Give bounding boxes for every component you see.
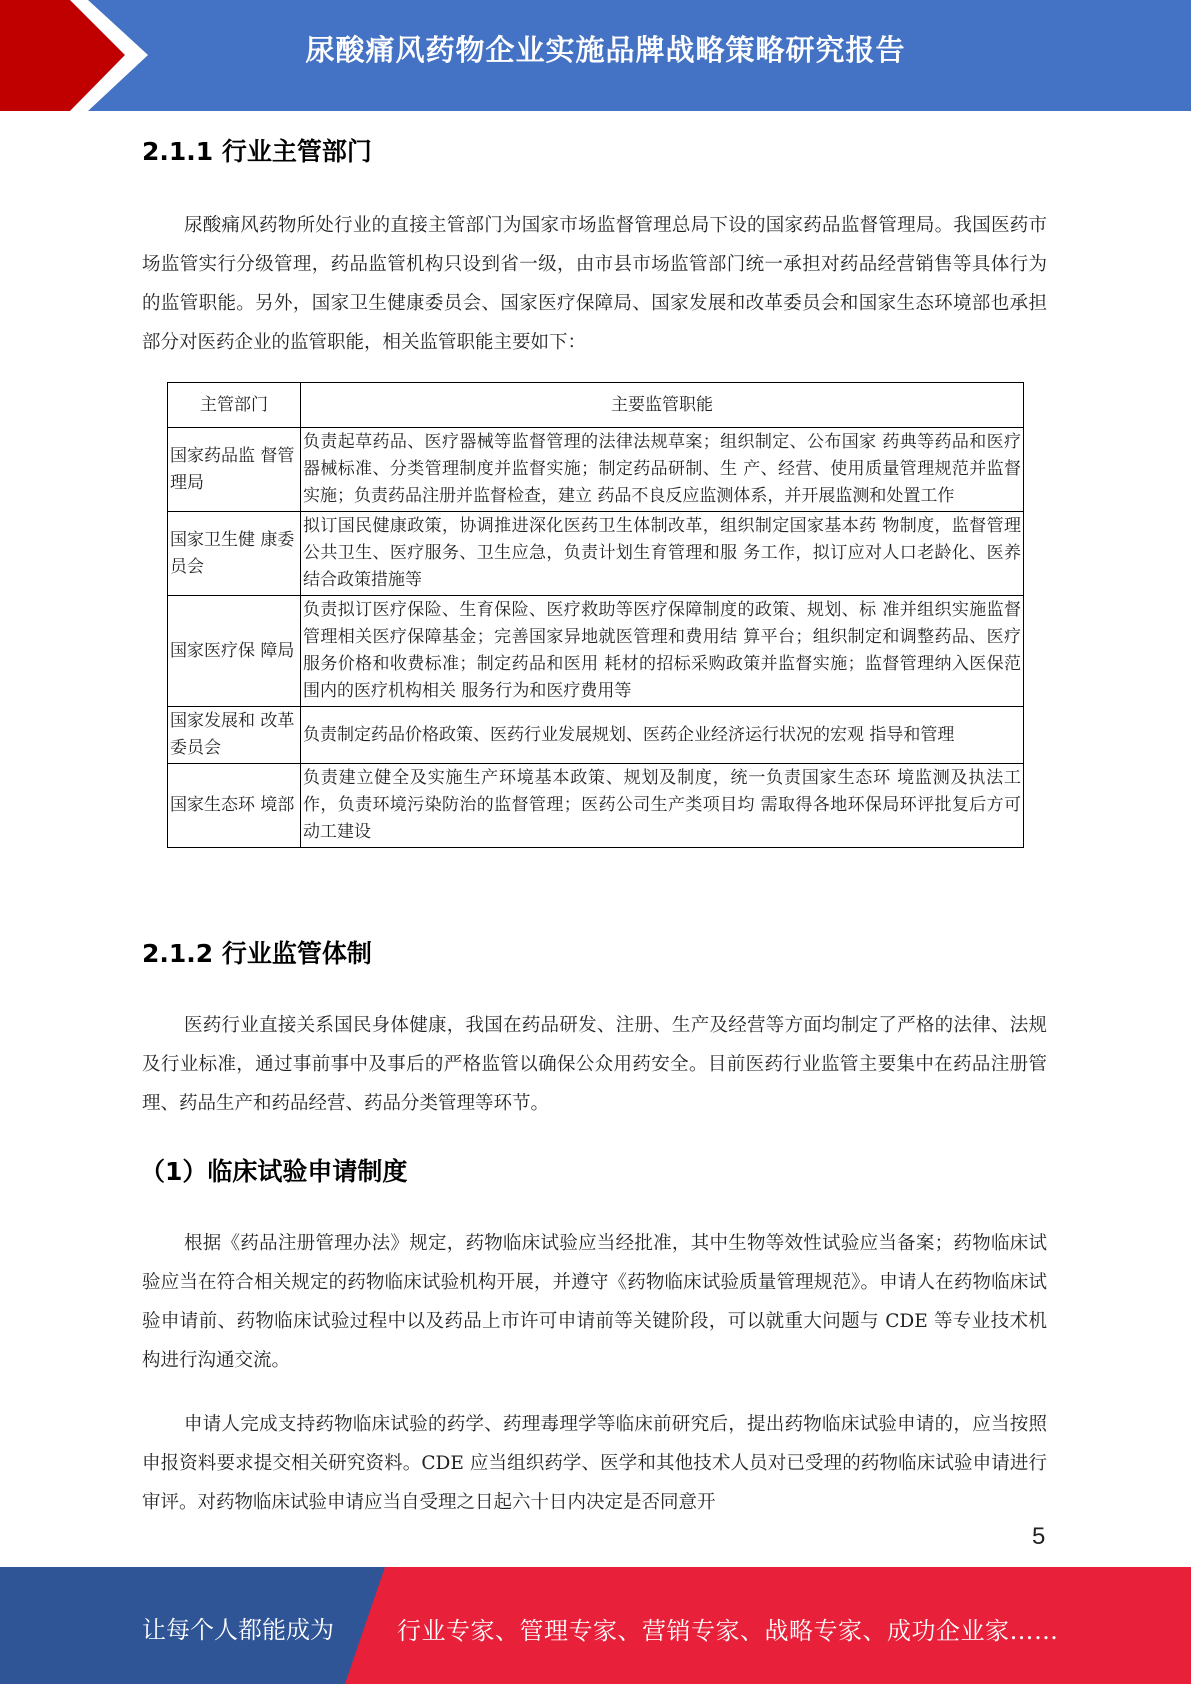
page-footer bbox=[0, 1567, 1191, 1684]
regulator-table bbox=[167, 382, 1024, 848]
table-cell-dept: 国家卫生健 康委员会 bbox=[168, 512, 301, 596]
table-cell-dept: 国家发展和 改革委员会 bbox=[168, 707, 301, 764]
paragraph-supervision-system: 医药行业直接关系国民身体健康，我国在药品研发、注册、生产及经营等方面均制定了严格的法律、法规及行业标准，通过事前事中及事后的严格监管以确保公众用药安全。目前医药行业监管主要集中在药品注册管理、药品生产和药品经营、药品分类管理等环节。 bbox=[142, 1015, 1047, 1114]
table-row bbox=[168, 512, 1024, 596]
paragraph-clinical-trial-application: 申请人完成支持药物临床试验的药学、药理毒理学等临床前研究后，提出药物临床试验申请的，应当按照申报资料要求提交相关研究资料。CDE 应当组织药学、医学和其他技术人员对已受理的药物临床试验申请进行审评。对药物临床试验申请应当自受理之日起六十日内决定是否同意开 bbox=[142, 1414, 1047, 1513]
paragraph-clinical-trial-rules: 根据《药品注册管理办法》规定，药物临床试验应当经批准，其中生物等效性试验应当备案；药物临床试验应当在符合相关规定的药物临床试验机构开展，并遵守《药物临床试验质量管理规范》。申请人在药物临床试验申请前、药物临床试验过程中以及药品上市许可申请前等关键阶段，可以就重大问题与 CDE 等专业技术机构进行沟通交流。 bbox=[142, 1233, 1047, 1371]
table-cell-duty: 负责拟订医疗保险、生育保险、医疗救助等医疗保障制度的政策、规划、标 准并组织实施监督管理相关医疗保障基金；完善国家异地就医管理和费用结 算平台；组织制定和调整药品、医疗服务价格和收费标准；制定药品和医用 耗材的招标采购政策并监督实施；监督管理纳入医保范围内的医疗机构相关 服务行为和医疗费用等 bbox=[301, 596, 1024, 707]
footer-slogan-right: 行业专家、管理专家、营销专家、战略专家、成功企业家…… bbox=[397, 1617, 1059, 1645]
table-cell-dept: 国家医疗保 障局 bbox=[168, 596, 301, 707]
table-header-duty: 主要监管职能 bbox=[301, 383, 1024, 428]
footer-slogan-left: 让每个人都能成为 bbox=[142, 1616, 334, 1644]
table-row bbox=[168, 596, 1024, 707]
table-row bbox=[168, 707, 1024, 764]
table-cell-dept: 国家药品监 督管理局 bbox=[168, 428, 301, 512]
table-cell-duty: 负责起草药品、医疗器械等监督管理的法律法规草案；组织制定、公布国家 药典等药品和医疗器械标准、分类管理制度并监督实施；制定药品研制、生 产、经营、使用质量管理规范并监督实施；负责药品注册并监督检查，建立 药品不良反应监测体系，并开展监测和处置工作 bbox=[301, 428, 1024, 512]
section-heading-2-1-2: 2.1.2 行业监管体制 bbox=[142, 939, 372, 968]
table-cell-duty: 负责建立健全及实施生产环境基本政策、规划及制度，统一负责国家生态环 境监测及执法工作，负责环境污染防治的监督管理；医药公司生产类项目均 需取得各地环保局环评批复后方可动工建设 bbox=[301, 764, 1024, 848]
table-header-row bbox=[168, 383, 1024, 428]
page-number: 5 bbox=[1032, 1523, 1046, 1550]
table-cell-duty: 拟订国民健康政策，协调推进深化医药卫生体制改革，组织制定国家基本药 物制度，监督管理公共卫生、医疗服务、卫生应急，负责计划生育管理和服 务工作，拟订应对人口老龄化、医养结合政策措施等 bbox=[301, 512, 1024, 596]
table-cell-duty: 负责制定药品价格政策、医药行业发展规划、医药企业经济运行状况的宏观 指导和管理 bbox=[301, 707, 1024, 764]
paragraph-regulators-intro: 尿酸痛风药物所处行业的直接主管部门为国家市场监督管理总局下设的国家药品监督管理局。我国医药市场监管实行分级管理，药品监管机构只设到省一级，由市县市场监管部门统一承担对药品经营销售等具体行为的监管职能。另外，国家卫生健康委员会、国家医疗保障局、国家发展和改革委员会和国家生态环境部也承担部分对医药企业的监管职能，相关监管职能主要如下： bbox=[142, 215, 1047, 353]
table-row bbox=[168, 764, 1024, 848]
table-row bbox=[168, 428, 1024, 512]
section-heading-2-1-1: 2.1.1 行业主管部门 bbox=[142, 137, 372, 166]
subsection-heading-clinical-trial: （1）临床试验申请制度 bbox=[140, 1157, 408, 1186]
table-header-dept: 主管部门 bbox=[168, 383, 301, 428]
page-header bbox=[0, 0, 1191, 111]
report-title: 尿酸痛风药物企业实施品牌战略策略研究报告 bbox=[305, 33, 906, 67]
table-cell-dept: 国家生态环 境部 bbox=[168, 764, 301, 848]
